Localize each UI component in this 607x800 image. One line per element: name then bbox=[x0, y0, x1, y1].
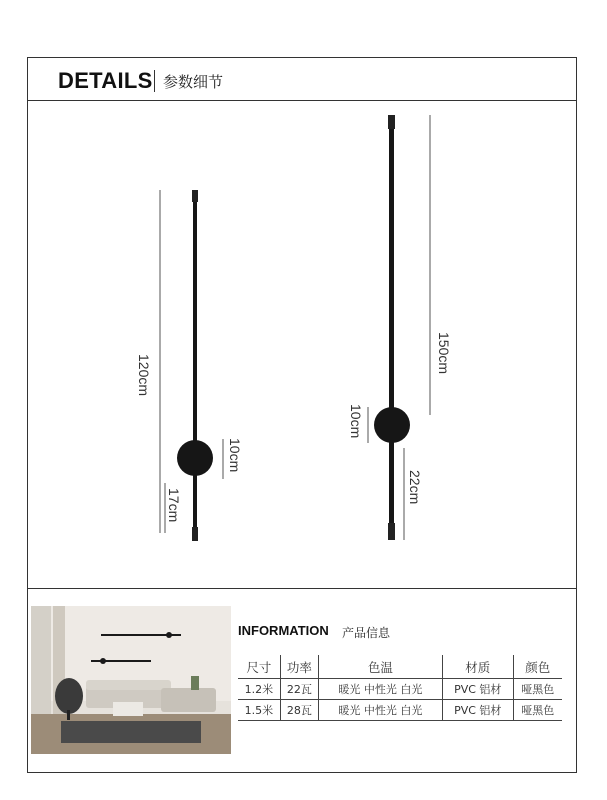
spec-table-header bbox=[238, 655, 562, 679]
details-frame bbox=[27, 57, 577, 773]
info-title-chinese: 产品信息 bbox=[342, 626, 391, 640]
lamp-disc-120 bbox=[177, 440, 213, 476]
cell-material: PVC 铝材 bbox=[442, 679, 513, 700]
table-row bbox=[238, 679, 562, 700]
photo-lamp-disc-2 bbox=[100, 658, 106, 664]
lamp-rod-cap-bottom-120 bbox=[192, 527, 198, 541]
photo-lamp-disc-1 bbox=[166, 632, 172, 638]
lamp-rod-cap-top-120 bbox=[192, 190, 198, 202]
col-material: 材质 bbox=[442, 655, 513, 679]
cell-power: 28瓦 bbox=[280, 700, 318, 721]
col-power: 功率 bbox=[280, 655, 318, 679]
title-divider bbox=[154, 70, 155, 92]
cell-size: 1.2米 bbox=[238, 679, 280, 700]
spec-table bbox=[238, 655, 562, 721]
lamp-rod-cap-top-150 bbox=[388, 115, 395, 129]
cell-color: 哑黑色 bbox=[513, 679, 562, 700]
col-color-temp: 色温 bbox=[318, 655, 442, 679]
section-divider bbox=[28, 588, 576, 589]
info-title-english: INFORMATION bbox=[238, 623, 329, 638]
cell-color-temp: 暖光 中性光 白光 bbox=[318, 700, 442, 721]
lamp-rod-150 bbox=[389, 115, 394, 540]
dim-label-150-total: 150cm bbox=[436, 332, 452, 375]
lamp-150cm bbox=[374, 115, 410, 540]
dim-label-120-disc: 10cm bbox=[227, 438, 243, 473]
dim-label-120-total: 120cm bbox=[136, 354, 152, 397]
lamp-rod-cap-bottom-150 bbox=[388, 523, 395, 540]
col-size: 尺寸 bbox=[238, 655, 280, 679]
table-row bbox=[238, 700, 562, 721]
cell-size: 1.5米 bbox=[238, 700, 280, 721]
title-english: DETAILS bbox=[58, 68, 153, 93]
cell-material: PVC 铝材 bbox=[442, 700, 513, 721]
col-color: 颜色 bbox=[513, 655, 562, 679]
header-divider bbox=[28, 100, 576, 101]
room-photo bbox=[31, 606, 231, 754]
lamp-120cm bbox=[177, 190, 213, 541]
cell-power: 22瓦 bbox=[280, 679, 318, 700]
dim-label-150-disc: 10cm bbox=[348, 404, 364, 439]
cell-color: 哑黑色 bbox=[513, 700, 562, 721]
lamp-disc-150 bbox=[374, 407, 410, 443]
lamp-rod-120 bbox=[193, 190, 197, 541]
lamp-diagram bbox=[28, 103, 576, 583]
title-chinese: 参数细节 bbox=[163, 73, 224, 91]
cell-color-temp: 暖光 中性光 白光 bbox=[318, 679, 442, 700]
dim-label-120-bottom: 17cm bbox=[166, 488, 182, 523]
dim-label-150-bottom: 22cm bbox=[407, 470, 423, 505]
